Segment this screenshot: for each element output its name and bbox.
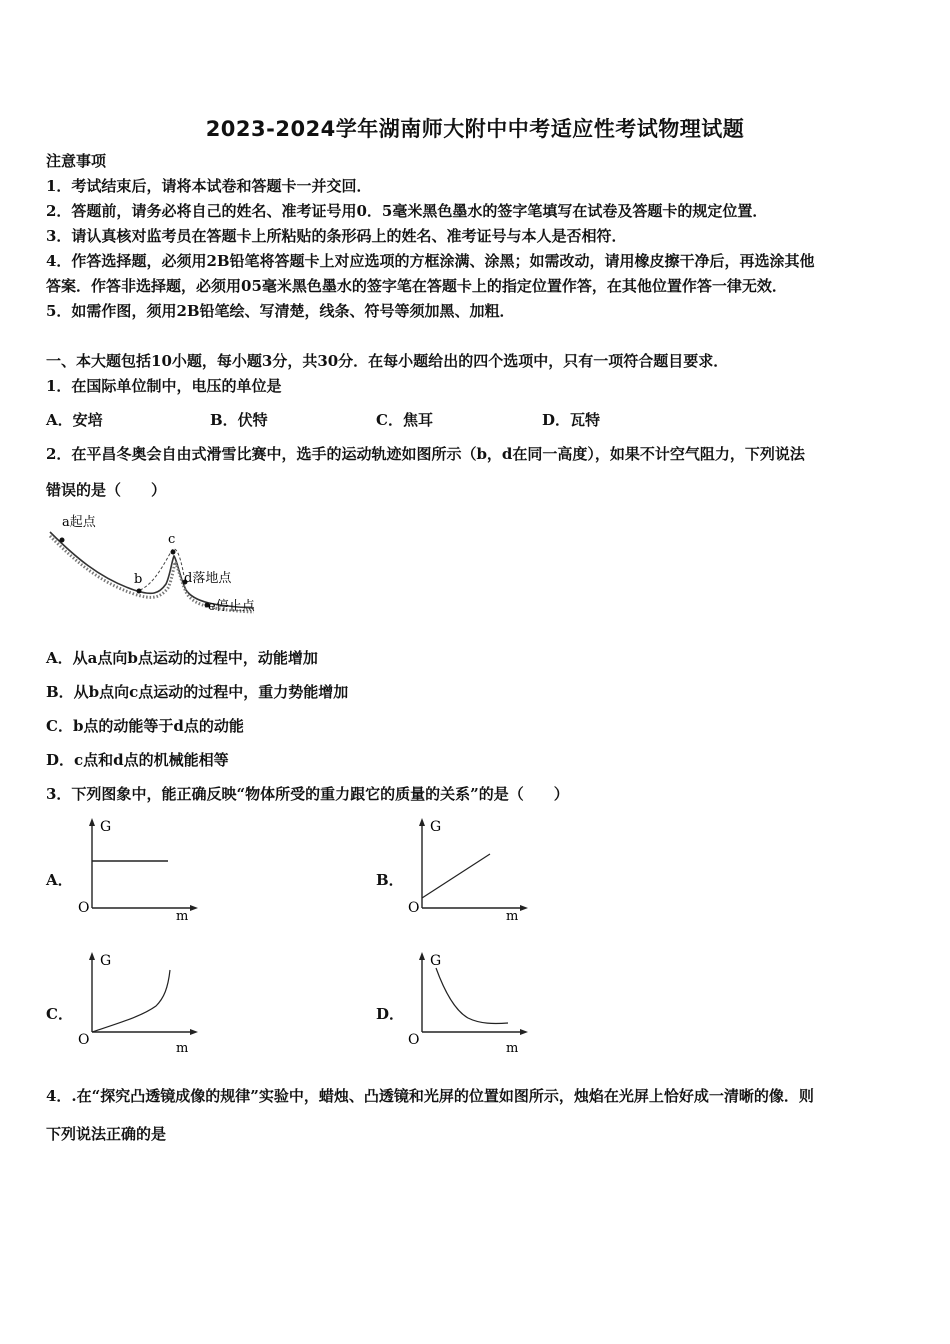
ski-trajectory-figure (44, 510, 270, 618)
notice-item: 答案．作答非选择题，必须用05毫米黑色墨水的签字笔在答题卡上的指定位置作答，在其他位置作答一律无效． (46, 277, 787, 295)
graph-b-letter: B． (376, 871, 404, 889)
graph-d (402, 948, 532, 1058)
graph-c-ylabel: G (100, 953, 112, 969)
notice-item: 2．答题前，请务必将自己的姓名、准考证号用0．5毫米黑色墨水的签字笔填写在试卷及答题卡的规定位置． (46, 202, 768, 220)
graph-d-ylabel: G (430, 953, 442, 969)
graph-c-curve (92, 970, 170, 1032)
graph-a-letter: A． (46, 871, 73, 889)
graph-b-curve (422, 854, 490, 898)
graph-b-ylabel: G (430, 819, 442, 835)
notice-heading: 注意事项 (46, 152, 107, 170)
graph-b (402, 814, 532, 924)
q2-option-d: D．c点和d点的机械能相等 (46, 751, 229, 769)
point-a (60, 538, 65, 543)
graph-c-xlabel: m (176, 1041, 189, 1056)
graph-d-curve (436, 968, 508, 1023)
q1-option-d: D．瓦特 (542, 411, 601, 429)
graph-c (72, 948, 202, 1058)
notice-item: 5．如需作图，须用2B铅笔绘、写清楚，线条、符号等须加黑、加粗． (46, 302, 515, 320)
q2-stem-line1: 2．在平昌冬奥会自由式滑雪比赛中，选手的运动轨迹如图所示（b，d在同一高度），如果不计空气阻力，下列说法 (46, 445, 805, 463)
q1-option-b: B．伏特 (210, 411, 268, 429)
graph-d-xlabel: m (506, 1041, 519, 1056)
page-title: 2023-2024学年湖南师大附中中考适应性考试物理试题 (205, 117, 745, 141)
slope-line (50, 532, 254, 608)
graph-b-origin: O (408, 900, 420, 916)
q4-stem-line1: 4．.在“探究凸透镜成像的规律”实验中，蜡烛、凸透镜和光屏的位置如图所示，烛焰在光屏上恰好成一清晰的像．则 (46, 1087, 814, 1105)
notice-item: 4．作答选择题，必须用2B铅笔将答题卡上对应选项的方框涂满、涂黑；如需改动，请用橡皮擦干净后，再选涂其他 (46, 252, 815, 270)
label-b: b (134, 572, 143, 587)
q2-option-a: A．从a点向b点运动的过程中，动能增加 (46, 649, 318, 667)
point-b (137, 589, 142, 594)
graph-c-origin: O (78, 1032, 90, 1048)
notice-item: 1．考试结束后，请将本试卷和答题卡一并交回． (46, 177, 372, 195)
label-c: c (168, 532, 176, 547)
q4-stem-line2: 下列说法正确的是 (46, 1125, 167, 1143)
q1-stem: 1．在国际单位制中，电压的单位是 (46, 377, 282, 395)
graph-a-ylabel: G (100, 819, 112, 835)
label-e: e停止点 (208, 599, 255, 614)
graph-a (72, 814, 202, 924)
q2-option-c: C．b点的动能等于d点的动能 (46, 717, 244, 735)
graph-b-xlabel: m (506, 909, 519, 924)
q2-option-b: B．从b点向c点运动的过程中，重力势能增加 (46, 683, 349, 701)
graph-a-origin: O (78, 900, 90, 916)
section-heading: 一、本大题包括10小题，每小题3分，共30分．在每小题给出的四个选项中，只有一项符合题目要求． (46, 352, 729, 370)
graph-d-letter: D． (376, 1005, 405, 1023)
q1-option-a: A．安培 (46, 411, 103, 429)
graph-a-xlabel: m (176, 909, 189, 924)
q2-stem-line2: 错误的是（ ） (46, 481, 167, 499)
q1-option-c: C．焦耳 (376, 411, 433, 429)
label-a: a起点 (62, 515, 96, 530)
label-d: d落地点 (184, 571, 232, 586)
graph-d-origin: O (408, 1032, 420, 1048)
graph-c-letter: C． (46, 1005, 73, 1023)
point-c (171, 550, 176, 555)
q3-stem: 3．下列图象中，能正确反映“物体所受的重力跟它的质量的关系”的是（ ） (46, 785, 569, 803)
notice-item: 3．请认真核对监考员在答题卡上所粘贴的条形码上的姓名、准考证号与本人是否相符． (46, 227, 627, 245)
